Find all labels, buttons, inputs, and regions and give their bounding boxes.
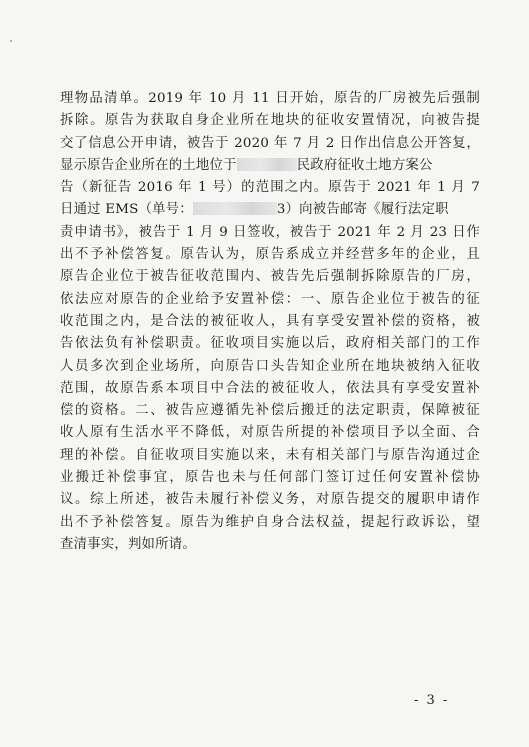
text-line (60, 155, 480, 177)
text-line: 责申请书》，被告于 1 月 9 日签收，被告于 2021 年 2 月 23 日作 (60, 224, 480, 240)
text-line: 收人原有生活水平不降低，对原告所提的补偿项目予以全面、合 (60, 425, 480, 441)
text-line: 议。综上所述，被告未履行补偿义务，对原告提交的履职申请作 (60, 492, 480, 508)
scan-speck (10, 40, 12, 42)
text-line: 拆除。原告为获取自身企业所在地块的征收安置情况，向被告提 (60, 113, 480, 129)
redaction-block (193, 202, 277, 215)
text-line: 交了信息公开申请，被告于 2020 年 7 月 2 日作出信息公开答复， (60, 135, 480, 151)
text-line: 收范围之内，是合法的被征收人，具有享受安置补偿的资格，被 (60, 313, 480, 329)
page-number: - 3 - (414, 693, 450, 708)
text-fragment: 显示原告企业所在的土地位于 (60, 157, 237, 173)
text-line: 范围，故原告系本项目中合法的被征收人，依法具有享受安置补 (60, 380, 480, 396)
redaction-block (237, 158, 297, 171)
text-line: 偿的资格。二、被告应遵循先补偿后搬迁的法定职责，保障被征 (60, 403, 480, 419)
text-line: 查清事实，判如所请。 (60, 536, 196, 552)
text-line: 理物品清单。2019 年 10 月 11 日开始，原告的厂房被先后强制 (60, 91, 480, 106)
text-fragment: 日通过 EMS（单号： (60, 202, 193, 218)
text-line: 告依法负有补偿职责。征收项目实施以后，政府相关部门的工作 (60, 336, 480, 352)
text-line: 人员多次到企业场所，向原告口头告知企业所在地块被纳入征收 (60, 358, 480, 374)
text-line: 依法应对原告的企业给予安置补偿：一、原告企业位于被告的征 (60, 291, 480, 307)
text-line: 出不予补偿答复。原告认为，原告系成立并经营多年的企业，且 (60, 247, 480, 263)
text-fragment: 3）向被告邮寄《履行法定职 (276, 202, 449, 218)
text-line: 出不予补偿答复。原告为维护自身合法权益，提起行政诉讼，望 (60, 514, 480, 530)
body-text (60, 88, 480, 556)
text-line: 业搬迁补偿事宜，原告也未与任何部门签订过任何安置补偿协 (60, 470, 480, 486)
text-fragment: 民政府征收土地方案公 (296, 157, 433, 173)
text-line (60, 199, 480, 221)
text-line: 告（新征告 2016 年 1 号）的范围之内。原告于 2021 年 1 月 7 (60, 180, 480, 196)
text-line: 理的补偿。自征收项目实施以来，未有相关部门与原告沟通过企 (60, 447, 480, 463)
text-line: 原告企业位于被告征收范围内、被告先后强制拆除原告的厂房， (60, 269, 480, 285)
